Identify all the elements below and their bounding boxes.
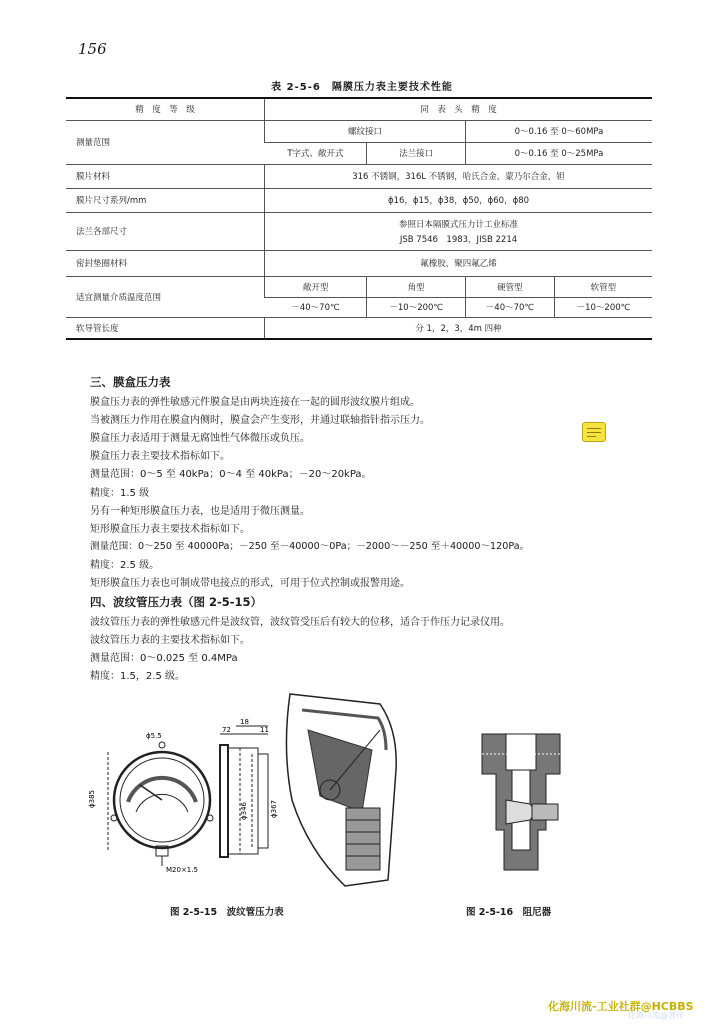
dim-label: ϕ367 — [270, 800, 278, 818]
table-row — [66, 188, 652, 212]
dim-label: 18 — [240, 718, 249, 726]
temp-value: －10～200℃ — [554, 297, 652, 317]
temp-type: 硬管型 — [465, 276, 554, 297]
body-line: 矩形膜盒压力表主要技术指标如下。 — [90, 524, 250, 535]
flange-value-line-2: JSB 7546 1983，JISB 2214 — [399, 234, 518, 245]
dim-label: ϕ5.5 — [146, 732, 162, 740]
figure-caption: 图 2-5-15 波纹管压力表 — [170, 907, 284, 918]
note-icon[interactable] — [582, 422, 606, 442]
temp-value: －10～200℃ — [367, 297, 466, 317]
hose-value: 分 1，2，3，4m 四种 — [265, 317, 653, 339]
table-row — [66, 212, 652, 250]
table-row — [66, 276, 652, 297]
size-label: 膜片尺寸系列/mm — [66, 188, 265, 212]
damper-figure — [476, 730, 566, 875]
body-line: 波纹管压力表的弹性敏感元件是波纹管，波纹管受压后有较大的位移，适合于作压力记录仪用。 — [90, 617, 510, 628]
range-label: 测量范围 — [66, 120, 265, 164]
range-type-t: T字式、敞开式 — [265, 142, 367, 164]
body-line: 测量范围：0～250 至 40000Pa；－250 至－40000～0Pa；－2000～－250 至＋40000～120Pa。 — [90, 541, 530, 552]
body-line: 膜盒压力表主要技术指标如下。 — [90, 451, 230, 462]
flange-label: 法兰各部尺寸 — [66, 212, 265, 250]
header-value: 同 表 头 精 度 — [265, 98, 653, 120]
table-row — [66, 120, 652, 142]
body-line: 另有一种矩形膜盒压力表，也是适用于微压测量。 — [90, 506, 310, 517]
dim-label: ϕ385 — [88, 790, 96, 808]
material-label: 膜片材料 — [66, 164, 265, 188]
temp-type: 敞开型 — [265, 276, 367, 297]
header-label: 精 度 等 级 — [66, 98, 265, 120]
hose-label: 软导管长度 — [66, 317, 265, 339]
seal-value: 氟橡胶，聚四氟乙烯 — [265, 250, 653, 276]
table-row — [66, 164, 652, 188]
range-type-thread: 螺纹接口 — [265, 120, 466, 142]
bellows-gauge-figure — [80, 690, 420, 890]
table-title: 表 2-5-6 隔膜压力表主要技术性能 — [271, 82, 453, 93]
seal-label: 密封垫圈材料 — [66, 250, 265, 276]
watermark: 化海川流-工业社群@HCBBS — [548, 1000, 694, 1013]
material-value: 316 不锈钢，316L 不锈钢，哈氏合金，蒙乃尔合金，钽 — [265, 164, 653, 188]
body-line: 测量范围：0～0.025 至 0.4MPa — [90, 653, 238, 664]
range-type-flange: 法兰接口 — [367, 142, 466, 164]
body-line: 波纹管压力表的主要技术指标如下。 — [90, 635, 250, 646]
table-row — [66, 98, 652, 120]
size-value: ϕ16，ϕ15，ϕ38，ϕ50，ϕ60，ϕ80 — [265, 188, 653, 212]
body-line: 精度：1.5 级 — [90, 488, 150, 499]
temp-type: 软管型 — [554, 276, 652, 297]
body-line: 测量范围：0～5 至 40kPa；0～4 至 40kPa；－20～20kPa。 — [90, 469, 372, 480]
dim-label: M20×1.5 — [166, 866, 198, 874]
dim-label: 72 — [222, 726, 231, 734]
body-line: 精度：1.5，2.5 级。 — [90, 671, 185, 682]
section-heading: 三、膜盒压力表 — [90, 375, 171, 389]
figure-caption: 图 2-5-16 阻尼器 — [466, 907, 552, 918]
range-value-thread: 0～0.16 至 0～60MPa — [465, 120, 652, 142]
section-heading: 四、波纹管压力表（图 2-5-15） — [90, 595, 263, 609]
page-number: 156 — [78, 40, 107, 58]
body-line: 精度：2.5 级。 — [90, 560, 160, 571]
dim-label: ϕ346 — [240, 802, 248, 820]
dim-label: 11 — [260, 726, 269, 734]
temp-value: －40～70℃ — [265, 297, 367, 317]
flange-value-line-1: 参照日本隔膜式压力计工业标准 — [398, 219, 518, 230]
range-value-flange: 0～0.16 至 0～25MPa — [465, 142, 652, 164]
table-row — [66, 317, 652, 339]
spec-table — [66, 97, 652, 340]
temp-value: －40～70℃ — [465, 297, 554, 317]
temp-label: 适宜测量介质温度范围 — [66, 276, 265, 317]
body-line: 膜盒压力表适用于测量无腐蚀性气体微压或负压。 — [90, 433, 310, 444]
table-row — [66, 250, 652, 276]
body-line: 膜盒压力表的弹性敏感元件膜盒是由两块连接在一起的圆形波纹膜片组成。 — [90, 397, 420, 408]
watermark-faint: 化海川流@著作 — [628, 1011, 684, 1020]
temp-type: 角型 — [367, 276, 466, 297]
flange-value — [265, 212, 653, 250]
body-line: 矩形膜盒压力表也可制成带电接点的形式，可用于位式控制或报警用途。 — [90, 578, 410, 589]
body-line: 当被测压力作用在膜盒内侧时，膜盒会产生变形，并通过联轴指针指示压力。 — [90, 415, 430, 426]
